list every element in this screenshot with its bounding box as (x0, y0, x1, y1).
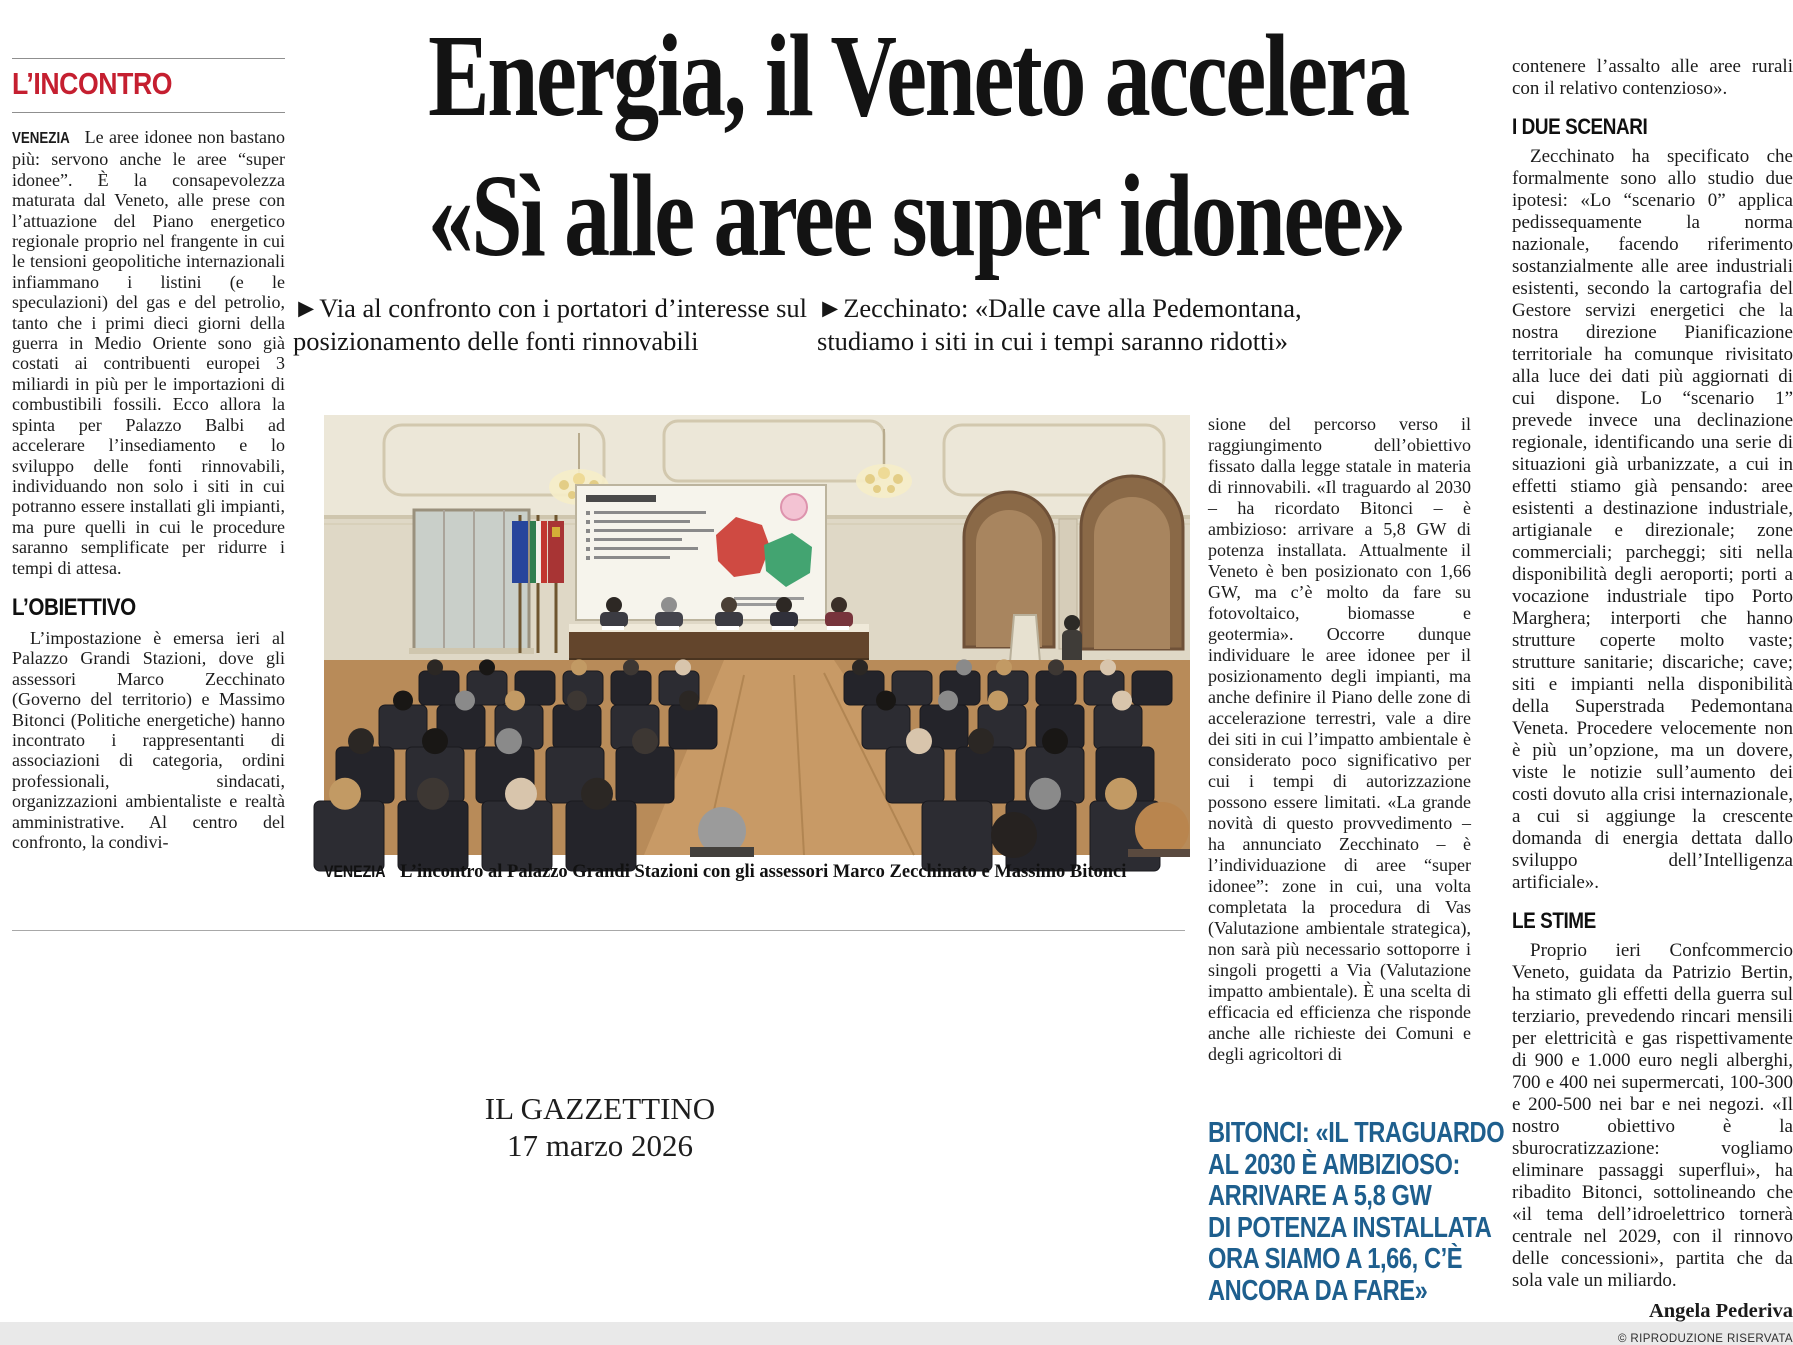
pull-quote-text: DI POTENZA INSTALLATA (1208, 1211, 1492, 1244)
article-photo-svg (324, 415, 1190, 855)
pull-quote-line (1208, 1276, 1508, 1308)
body-paragraph: contenere l’assalto alle aree rurali con il relativo contenzioso». (1512, 56, 1793, 99)
photo-caption (324, 862, 1224, 883)
slide-pink-circle (781, 494, 807, 520)
photo-caption-text: L’incontro al Palazzo Grandi Stazioni con gli assessori Marco Zecchinato e Massimo Bitonci (400, 862, 1127, 882)
standfirst-item-2: ►Zecchinato: «Dalle cave alla Pedemontana, studiamo i siti in cui i tempi saranno ridotti» (817, 293, 1302, 356)
byline: Angela Pederiva (1648, 1300, 1793, 1322)
column-3 (1208, 414, 1471, 1065)
caption-kicker (324, 863, 396, 881)
body-paragraph: sione del percorso verso il raggiungimento dell’obiettivo fissato dalla legge statale in materia di rinnovabili. «Il traguardo al 2030 – ha ricordato Bitonci – è ambizioso: arrivare a 5,8 GW di potenza installata. Attualmente il Veneto è ben posizionato con 1,66 GW, ma c’è molto da fare su fotovoltaico, biomasse e geotermia». Occorre dunque individuare le aree idonee per il posizionamento degli impianti, ma anche definire il Piano delle zone di accelerazione terrestri, vale a dire dei siti in cui l’impatto ambientale è considerato poco significativo per cui i tempi di autorizzazione possono essere limitati. «La grande novità di questo provvedimento – ha annunciato Zecchinato – è l’individuazione di aree “super idonee”: zone in cui, una volta completata la procedura di Vas (Valutazione ambientale strategica), non sarà più necessario sottoporre i singoli progetti a Via (Valutazione impatto ambientale). È una scelta di efficacia ed efficienza che risponde anche alle richieste dei Comuni e degli agricoltori di (1208, 414, 1471, 1064)
subsection-heading-label: L’OBIETTIVO (12, 593, 136, 621)
section-kicker-label: L’INCONTRO (12, 66, 173, 101)
headline-line-1 (290, 6, 1502, 146)
dateline-label: VENEZIA (12, 130, 70, 147)
column-1 (12, 58, 285, 852)
dateline (12, 130, 79, 147)
column-4 (1512, 56, 1793, 1345)
pull-quote-text: AL 2030 È AMBIZIOSO: (1208, 1148, 1460, 1181)
headline-line-1-text: Energia, il Veneto accelera (428, 10, 1408, 141)
pull-quote-line (1208, 1118, 1508, 1150)
stamp-title: IL GAZZETTINO (484, 1091, 716, 1126)
subsection-heading-stime (1512, 908, 1793, 934)
kicker-rule-bottom (12, 112, 285, 113)
subsection-heading-label: I DUE SCENARI (1512, 114, 1648, 139)
subsection-heading-label: LE STIME (1512, 908, 1596, 933)
body-paragraph: L’impostazione è emersa ieri al Palazzo Grandi Stazioni, dove gli assessori Marco Zecchinato (Governo del territorio) e Massimo Bitonci (Politiche energetiche) hanno incontrato i rappresentanti di associazioni di categoria, ordini professionali, sindacati, organizzazioni ambientaliste e realtà amministrative. Al centro del confronto, la condivi- (12, 627, 285, 852)
pull-quote-text: ARRIVARE A 5,8 GW (1208, 1180, 1432, 1212)
newspaper-stamp (430, 1090, 770, 1164)
pull-quote-line (1208, 1244, 1508, 1276)
pull-quote-text: ANCORA DA FARE» (1208, 1274, 1428, 1307)
body-paragraph: Zecchinato ha specificato che formalmente sono allo studio due ipotesi: «Lo “scenario 0” applica pedissequamente la norma nazionale, facendo riferimento sostanzialmente alle aree industriali esistenti, secondo la cartografia del Gestore servizi energetici che la nostra direzione Pianificazione territoriale ha comunque rivisitato alla luce dei dati più aggiornati di cui dispone. Lo “scenario 1” prevede invece una declinazione regionale, identificando una serie di situazioni già urbanizzate, a cui in effetti stiamo già pensando: aree esistenti a destinazione industriale, artigianale e direzionale; zone commerciali; parcheggi; siti nella disponibilità degli aeroporti; porti a vocazione industriale tipo Porto Marghera; interporti che hanno strutture coperte molto vaste; strutture sanitarie; discariche; cave; siti e impianti nella disponibilità della Superstrada Pedemontana Veneta. Procedere velocemente non è più un’opzione, ma un dovere, viste le notizie sull’aumento dei costi dovuto alla crisi internazionale, a cui si aggiunge la crescente domanda di energia dettata dallo sviluppo dell’Intelligenza artificiale». (1512, 146, 1793, 893)
pull-quote-line (1208, 1213, 1508, 1245)
pull-quote-line (1208, 1181, 1508, 1213)
eu-flag (512, 521, 528, 583)
pull-quote (1208, 1118, 1508, 1307)
subsection-heading-scenari (1512, 114, 1793, 140)
stamp-date: 17 marzo 2026 (507, 1128, 693, 1163)
pull-quote-text: ORA SIAMO A 1,66, C’È (1208, 1243, 1463, 1275)
article-photo (324, 415, 1190, 855)
copyright-notice: © RIPRODUZIONE RISERVATA (1617, 1333, 1793, 1345)
section-kicker (12, 59, 285, 112)
italy-flag (530, 521, 547, 583)
pull-quote-text: BITONCI: «IL TRAGUARDO (1208, 1117, 1505, 1149)
standfirst-item-1: ►Via al confronto con i portatori d’interesse sul posizionamento delle fonti rinnovabili (293, 293, 808, 356)
headline-line-2 (290, 146, 1502, 286)
subsection-heading-obiettivo (12, 594, 285, 622)
flags (512, 515, 564, 653)
body-paragraph: Proprio ieri Confcommercio Veneto, guidata da Patrizio Bertin, ha stimato gli effetti della guerra sul terziario, prevedendo rincari mensili per elettricità e gas rispettivamente di 900 e 1.000 euro negli alberghi, 700 e 400 nei supermercati, 100-300 e 200-500 nei bar e nei negozi. «Il nostro obiettivo è la sburocratizzazione: vogliamo eliminare passaggi superflui», ha ribadito Bitonci, sottolineando che «il tema dell’idroelettrico tornerà centrale nel 2029, con il rinnovo delle concessioni», partita che da sola vale un miliardo. (1512, 940, 1793, 1291)
horizontal-rule (12, 930, 1185, 931)
headline (290, 6, 1502, 286)
lead-paragraph-text: Le aree idonee non bastano più: servono anche le aree “super idonee”. È la consapevolezza maturata dal Veneto, alle prese con l’attuazione del Piano energetico regionale proprio nel frangente in cui le tensioni geopolitiche internazionali infiammano i listini (e le speculazioni) del gas e del petrolio, tanto che i primi dieci giorni della guerra in Medio Oriente sono già costati ai contribuenti europei 3 miliardi in più per le importazioni di combustibili fossili. Ecco allora la spinta per Palazzo Balbi ad accelerare l’insediamento e lo sviluppo delle fonti rinnovabili, individuando non solo i siti in cui potranno essere installati gli impianti, ma pure quelli in cui le procedure saranno semplificate per ridurre i tempi di attesa. (12, 127, 286, 578)
lectern (1010, 615, 1040, 662)
lead-paragraph (12, 127, 285, 578)
pull-quote-line (1208, 1150, 1508, 1182)
headline-line-2-text: «Sì alle aree super idonee» (427, 150, 1405, 281)
caption-kicker-label: VENEZIA (324, 863, 386, 881)
